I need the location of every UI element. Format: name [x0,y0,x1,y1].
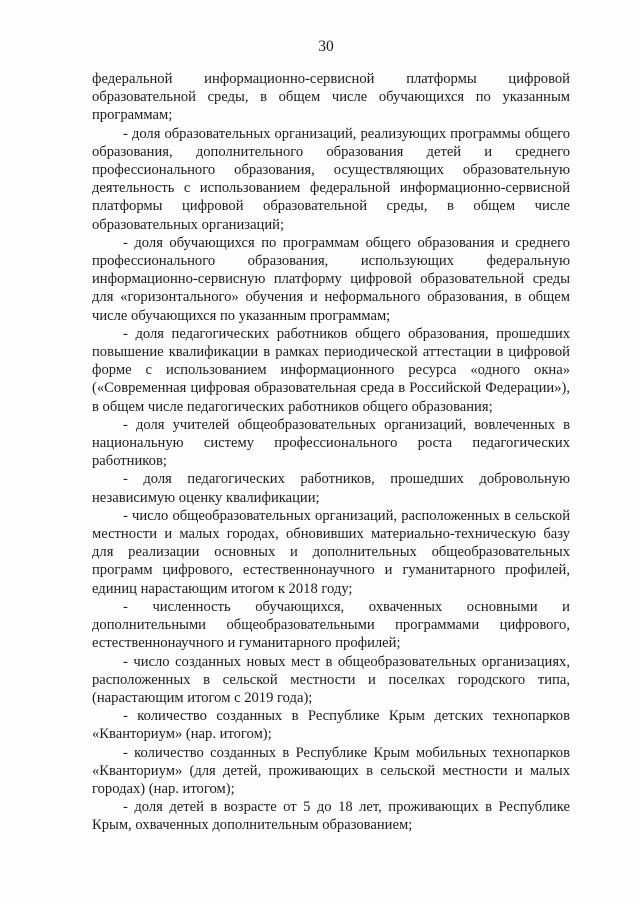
list-item: - доля педагогических работников, прошедших добровольную независимую оценку квалификации; [92,471,570,506]
document-body [92,70,570,835]
list-item: - количество созданных в Республике Крым мобильных технопарков «Кванториум» (для детей, проживающих в сельской местности и малых городах) (нар. итогом); [92,744,570,797]
page-number: 30 [318,38,334,55]
list-item: - число общеобразовательных организаций, расположенных в сельской местности и малых городах, обновивших материально-техническую базу для реализации основных и дополнительных общеобразовательных программ цифрового, естественнонаучного и гуманитарного профилей, единиц нарастающим итогом к 2018 году; [92,507,570,597]
list-item: - доля обучающихся по программам общего образования и среднего профессионального образования, использующих федеральную информационно-сервисную платформу цифровой образовательной среды для «горизонтального» обучения и неформального образования, в общем числе обучающихся по указанным программам; [92,234,570,324]
list-item: - доля педагогических работников общего образования, прошедших повышение квалификации в рамках периодической аттестации в цифровой форме с использованием информационного ресурса «одного окна» («Современная цифровая образовательная среда в Российской Федерации»), в общем числе педагогических работников общего образования; [92,325,570,415]
list-item: - доля учителей общеобразовательных организаций, вовлеченных в национальную систему профессионального роста педагогических работников; [92,416,570,470]
list-item: - число созданных новых мест в общеобразовательных организациях, расположенных в сельской местности и поселках городского типа, (нарастающим итогом с 2019 года); [92,653,570,706]
list-item: - доля детей в возрасте от 5 до 18 лет, проживающих в Республике Крым, охваченных дополнительным образованием; [92,799,570,834]
paragraph-continuation: федеральной информационно-сервисной платформы цифровой образовательной среды, в общем числе обучающихся по указанным программам; [92,71,570,124]
list-item: - доля образовательных организаций, реализующих программы общего образования, дополнительного образования детей и среднего профессионального образования, осуществляющих образовательную деятельность с использованием федеральной информационно-сервисной платформы цифровой образовательной среды, в общем числе образовательных организаций; [92,125,570,233]
list-item: - количество созданных в Республике Крым детских технопарков «Кванториум» (нар. итогом); [92,708,570,743]
list-item: - численность обучающихся, охваченных основными и дополнительными общеобразовательными программами цифрового, естественнонаучного и гуманитарного профилей; [92,598,570,652]
